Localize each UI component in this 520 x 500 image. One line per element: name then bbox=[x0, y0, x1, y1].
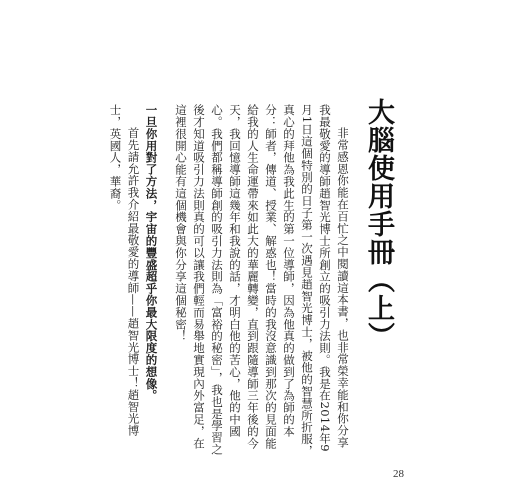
body-text bbox=[108, 104, 352, 460]
page-number: 28 bbox=[393, 468, 404, 480]
paragraph: 首先請允許我介紹最敬愛的導師——趙智光博士！趙智光博士，英國人，華裔。 bbox=[108, 104, 141, 437]
highlight-quote: 一旦你用對了方法，宇宙的豐盛超乎你最大限度的想像。 bbox=[144, 104, 159, 402]
paragraph: 非常感恩你能在百忙之中閱讀這本書，也非常榮幸能和你分享我最敬愛的導師趙智光博士所創立的吸引力法則。我是在2014年9月1日這個特別的日子第一次遇見趙智光博士，被他的智慧所折服，真心的拜他為我此生的第一位導師，因為他真的做到了為師的本分：師者，傳道、授業、解惑也！當時的我沒意識到那次的見面能給我的人生命運帶來如此大的華麗轉變，直到跟隨導師三年後的今天，我回憶導師這幾年和我說的話，才明白他的苦心，他的中國心。我們都稱導師創的吸引力法則為「富裕的秘密」，我也是學習之後才知道吸引力法則真的可以讓我們輕而易舉地實現內外富足，在這裡很開心能有這個機會與你分享這個秘密！ bbox=[174, 104, 350, 457]
chapter-title: 大腦使用手冊（上） bbox=[363, 98, 394, 350]
